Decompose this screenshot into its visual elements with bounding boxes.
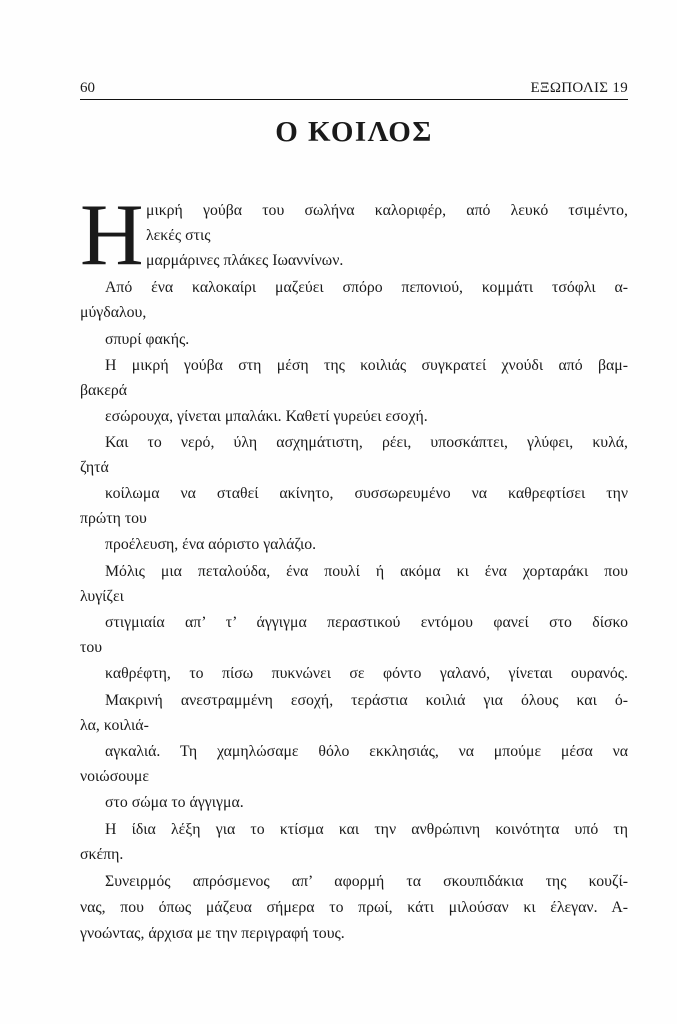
poem-line: μαρμάρινες πλάκες Ιωαννίνων.	[146, 252, 344, 269]
poem-line: βακερά	[80, 382, 128, 399]
journal-title: ΕΞΩΠΟΛΙΣ 19	[530, 80, 628, 96]
header-rule	[80, 99, 628, 100]
poem-line: στο σώμα το άγγιγμα.	[105, 794, 244, 811]
poem-line: Και το νερό, ύλη ασχημάτιστη, ρέει, υποσκάπτει, γλύφει, κυλά,	[105, 434, 628, 451]
poem-line: κοίλωμα να σταθεί ακίνητο, συσσωρευμένο να καθρεφτίσει την	[105, 485, 628, 502]
poem-line: Η ίδια λέξη για το κτίσμα και την ανθρώπινη κοινότητα υπό τη	[105, 821, 628, 838]
poem-line: προέλευση, ένα αόριστο γαλάζιο.	[105, 536, 317, 553]
poem-line: πρώτη του	[80, 510, 147, 527]
poem-line: γνοώντας, άρχισα με την περιγραφή τους.	[80, 925, 345, 942]
poem-line: νοιώσουμε	[80, 768, 150, 785]
poem-line: του	[80, 639, 103, 656]
poem-line: εσώρουχα, γίνεται μπαλάκι. Καθετί γυρεύει εσοχή.	[105, 408, 428, 425]
poem-title: Ο ΚΟΙΛΟΣ	[275, 116, 433, 148]
poem-line: νας, που όπως μάζευα σήμερα το πρωί, κάτι μιλούσαν κι έλεγαν. Α-	[80, 899, 628, 916]
poem-line: μύγδαλου,	[80, 304, 147, 321]
poem-line: λυγίζει	[80, 588, 124, 605]
poem-line: μικρή γούβα του σωλήνα καλοριφέρ, από λευκό τσιμέντο,	[146, 202, 628, 219]
drop-cap: Η	[80, 187, 144, 284]
poem-line: σπυρί φακής.	[105, 331, 190, 348]
poem-line: Η μικρή γούβα στη μέση της κοιλιάς συγκρατεί χνούδι από βαμ-	[105, 357, 628, 374]
poem-line: Από ένα καλοκαίρι μαζεύει σπόρο πεπονιού, κομμάτι τσόφλι α-	[105, 279, 628, 296]
page-number: 60	[80, 80, 95, 96]
poem-line: καθρέφτη, το πίσω πυκνώνει σε φόντο γαλανό, γίνεται ουρανός.	[105, 665, 628, 682]
poem-line: ζητά	[80, 459, 109, 476]
poem-line: στιγμιαία απ’ τ’ άγγιγμα περαστικού εντόμου φανεί στο δίσκο	[105, 614, 628, 631]
poem-line: Μακρινή ανεστραμμένη εσοχή, τεράστια κοιλιά για όλους και ό-	[105, 692, 628, 709]
poem-line: αγκαλιά. Τη χαμηλώσαμε θόλο εκκλησιάς, να μπούμε μέσα να	[105, 743, 628, 760]
poem-line: σκέπη.	[80, 846, 124, 863]
poem-line: λεκές στις	[146, 227, 211, 244]
poem-line: λα, κοιλιά-	[80, 717, 149, 734]
poem-line: Μόλις μια πεταλούδα, ένα πουλί ή ακόμα κι ένα χορταράκι που	[105, 563, 628, 580]
poem-line: Συνειρμός απρόσμενος απ’ αφορμή τα σκουπιδάκια της κουζί-	[105, 873, 628, 890]
